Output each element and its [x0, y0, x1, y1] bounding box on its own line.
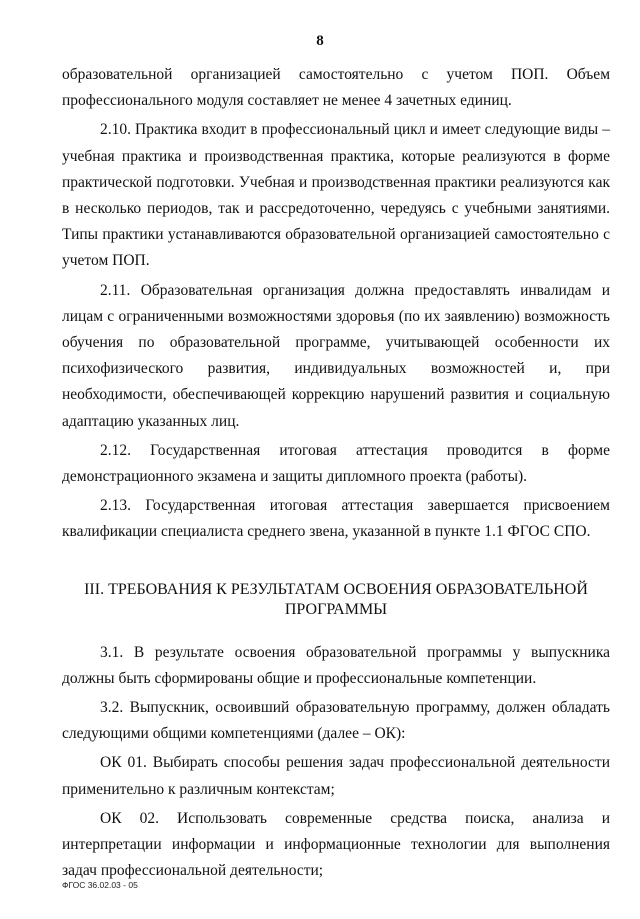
document-body	[62, 62, 610, 887]
paragraph-3-1: 3.1. В результате освоения образовательной программы у выпускника должны быть сформированы общие и профессиональные компетенции.	[62, 643, 610, 687]
paragraph-2-11: 2.11. Образовательная организация должна предоставлять инвалидам и лицам с ограниченными возможностями здоровья (по их заявлению) возможность обучения по образовательной программе, учитывающей особенности их психофизического развития, индивидуальных возможностей и, при необходимости, обеспечивающей коррекцию нарушений развития и социальную адаптацию указанных лиц.	[62, 281, 610, 430]
footer-document-code: ФГОС 36.02.03 - 05	[62, 880, 138, 890]
page-number: 8	[316, 33, 324, 49]
paragraph-2-13: 2.13. Государственная итоговая аттестация завершается присвоением квалификации специалиста среднего звена, указанной в пункте 1.1 ФГОС СПО.	[62, 497, 610, 541]
paragraph-ok-02: ОК 02. Использовать современные средства поиска, анализа и интерпретации информации и информационные технологии для выполнения задач профессиональной деятельности;	[62, 809, 610, 880]
paragraph-continuation: образовательной организацией самостоятельно с учетом ПОП. Объем профессионального модуля составляет не менее 4 зачетных единиц.	[62, 66, 610, 110]
paragraph-2-12: 2.12. Государственная итоговая аттестация проводится в форме демонстрационного экзамена и защиты дипломного проекта (работы).	[62, 441, 610, 486]
paragraph-2-10: 2.10. Практика входит в профессиональный цикл и имеет следующие виды – учебная практика и производственная практика, которые реализуются в форме практической подготовки. Учебная и производственная практики реализуются как в несколько периодов, так и рассредоточенно, чередуясь с учебными занятиями. Типы практики устанавливаются образовательной организацией самостоятельно с учетом ПОП.	[62, 121, 610, 270]
section-heading: III. ТРЕБОВАНИЯ К РЕЗУЛЬТАТАМ ОСВОЕНИЯ ОБРАЗОВАТЕЛЬНОЙ ПРОГРАММЫ	[84, 580, 588, 618]
paragraph-ok-01: ОК 01. Выбирать способы решения задач профессиональной деятельности применительно к различным контекстам;	[62, 754, 610, 798]
paragraph-3-2: 3.2. Выпускник, освоивший образовательную программу, должен обладать следующими общими компетенциями (далее – ОК):	[62, 699, 610, 743]
